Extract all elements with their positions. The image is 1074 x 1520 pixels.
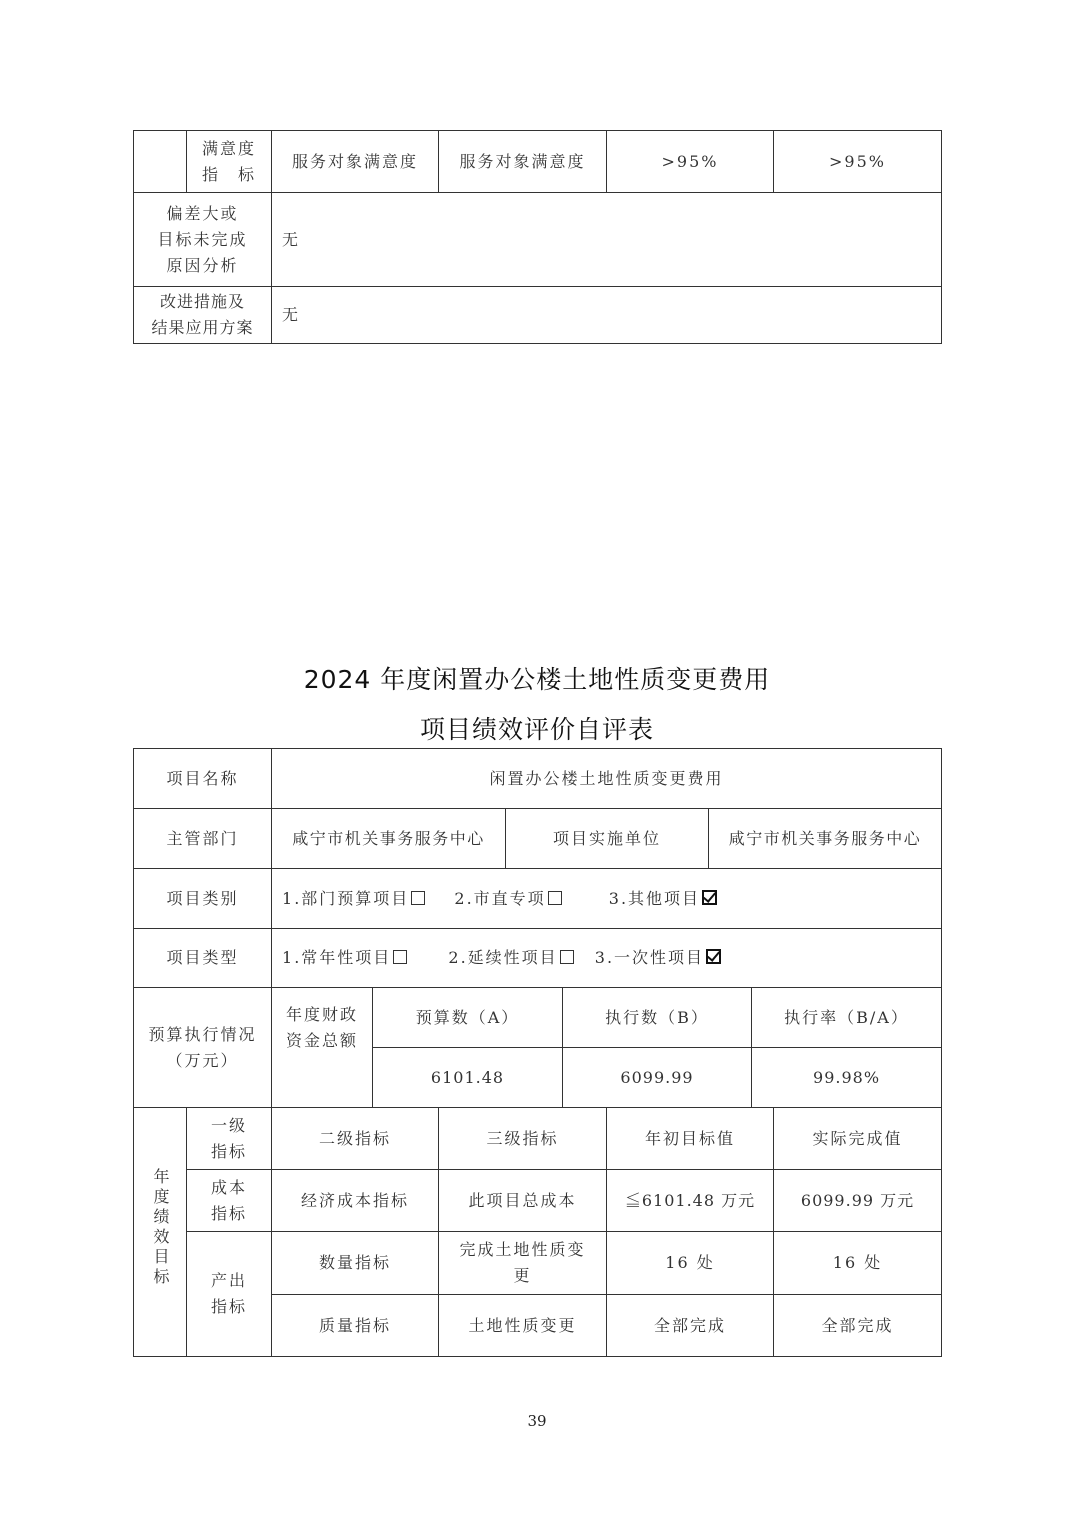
header-level3: 三级指标 (439, 1108, 607, 1170)
category-label: 项目类别 (134, 869, 272, 929)
budget-value-b: 6099.99 (563, 1048, 752, 1108)
type-options (272, 929, 942, 988)
output-level1: 产出 指标 (187, 1232, 272, 1357)
improvement-value: 无 (272, 287, 942, 344)
page-title-line2: 项目绩效评价自评表 (419, 715, 654, 744)
output-quantity-row (134, 1232, 942, 1295)
quantity-level2: 数量指标 (272, 1232, 439, 1295)
department-row (134, 809, 942, 869)
header-target: 年初目标值 (607, 1108, 774, 1170)
type-row (134, 929, 942, 988)
target-cell: >95% (607, 131, 774, 193)
checkbox-icon[interactable] (560, 950, 574, 964)
quality-level2: 质量指标 (272, 1295, 439, 1357)
budget-header-rate: 执行率（B/A） (752, 988, 942, 1048)
budget-value-rate: 99.98% (752, 1048, 942, 1108)
page-title-line1: 2024 年度闲置办公楼土地性质变更费用 (303, 665, 771, 694)
budget-value-a: 6101.48 (373, 1048, 563, 1108)
quantity-level3: 完成土地性质变 更 (439, 1232, 607, 1295)
checked-checkbox-icon[interactable] (702, 890, 717, 905)
option-label: 2.市直专项 (454, 888, 546, 908)
project-name-label: 项目名称 (134, 749, 272, 809)
performance-side-text: 年度绩效目标 (151, 1168, 170, 1288)
checkbox-icon[interactable] (393, 950, 407, 964)
quality-actual: 全部完成 (774, 1295, 942, 1357)
category-option-2[interactable] (454, 889, 601, 908)
quantity-actual: 16 处 (774, 1232, 942, 1295)
previous-table (133, 130, 942, 344)
level1-cell (134, 131, 187, 193)
page-number: 39 (527, 1412, 547, 1430)
type-option-3[interactable] (595, 948, 743, 967)
budget-header-row (134, 988, 942, 1048)
impl-unit-label: 项目实施单位 (506, 809, 709, 869)
impl-unit-value: 咸宁市机关事务服务中心 (709, 809, 942, 869)
improvement-label: 改进措施及 结果应用方案 (134, 287, 272, 344)
cost-actual: 6099.99 万元 (774, 1170, 942, 1232)
header-level2: 二级指标 (272, 1108, 439, 1170)
project-name-value: 闲置办公楼土地性质变更费用 (272, 749, 942, 809)
checked-checkbox-icon[interactable] (706, 949, 721, 964)
improvement-row (134, 287, 942, 344)
header-level1: 一级 指标 (187, 1108, 272, 1170)
type-option-1[interactable] (282, 948, 441, 967)
satisfaction-row (134, 131, 942, 193)
category-row (134, 869, 942, 929)
checkbox-icon[interactable] (411, 891, 425, 905)
deviation-label: 偏差大或 目标未完成 原因分析 (134, 193, 272, 287)
budget-sub-label: 年度财政 资金总额 (272, 988, 373, 1108)
indicator-cell: 服务对象满意度 (439, 131, 607, 193)
quantity-target: 16 处 (607, 1232, 774, 1295)
header-actual: 实际完成值 (774, 1108, 942, 1170)
evaluation-form-table (133, 748, 942, 1357)
budget-header-b: 执行数（B） (563, 988, 752, 1048)
department-value: 咸宁市机关事务服务中心 (272, 809, 506, 869)
category-option-3[interactable] (609, 889, 739, 908)
category-option-1[interactable] (282, 889, 447, 908)
quality-target: 全部完成 (607, 1295, 774, 1357)
type-option-2[interactable] (448, 948, 587, 967)
cost-level3: 此项目总成本 (439, 1170, 607, 1232)
type-label: 项目类型 (134, 929, 272, 988)
deviation-value: 无 (272, 193, 942, 287)
budget-label: 预算执行情况 （万元） (134, 988, 272, 1108)
option-label: 2.延续性项目 (448, 948, 558, 967)
checkbox-icon[interactable] (548, 891, 562, 905)
option-label: 1.常年性项目 (282, 948, 392, 967)
option-label: 1.部门预算项目 (282, 888, 410, 908)
cost-level2: 经济成本指标 (272, 1170, 439, 1232)
cost-row (134, 1170, 942, 1232)
department-label: 主管部门 (134, 809, 272, 869)
performance-side-label (134, 1108, 187, 1357)
option-label: 3.其他项目 (608, 888, 701, 908)
deviation-row (134, 193, 942, 287)
budget-header-a: 预算数（A） (373, 988, 563, 1048)
performance-header-row (134, 1108, 942, 1170)
option-label: 3.一次性项目 (594, 948, 705, 967)
level3-cell: 服务对象满意度 (272, 131, 439, 193)
category-options (272, 869, 942, 929)
quality-level3: 土地性质变更 (439, 1295, 607, 1357)
level2-cell: 满意度 指 标 (187, 131, 272, 193)
cost-target: ≦6101.48 万元 (607, 1170, 774, 1232)
actual-cell: >95% (774, 131, 942, 193)
project-name-row (134, 749, 942, 809)
cost-level1: 成本 指标 (187, 1170, 272, 1232)
